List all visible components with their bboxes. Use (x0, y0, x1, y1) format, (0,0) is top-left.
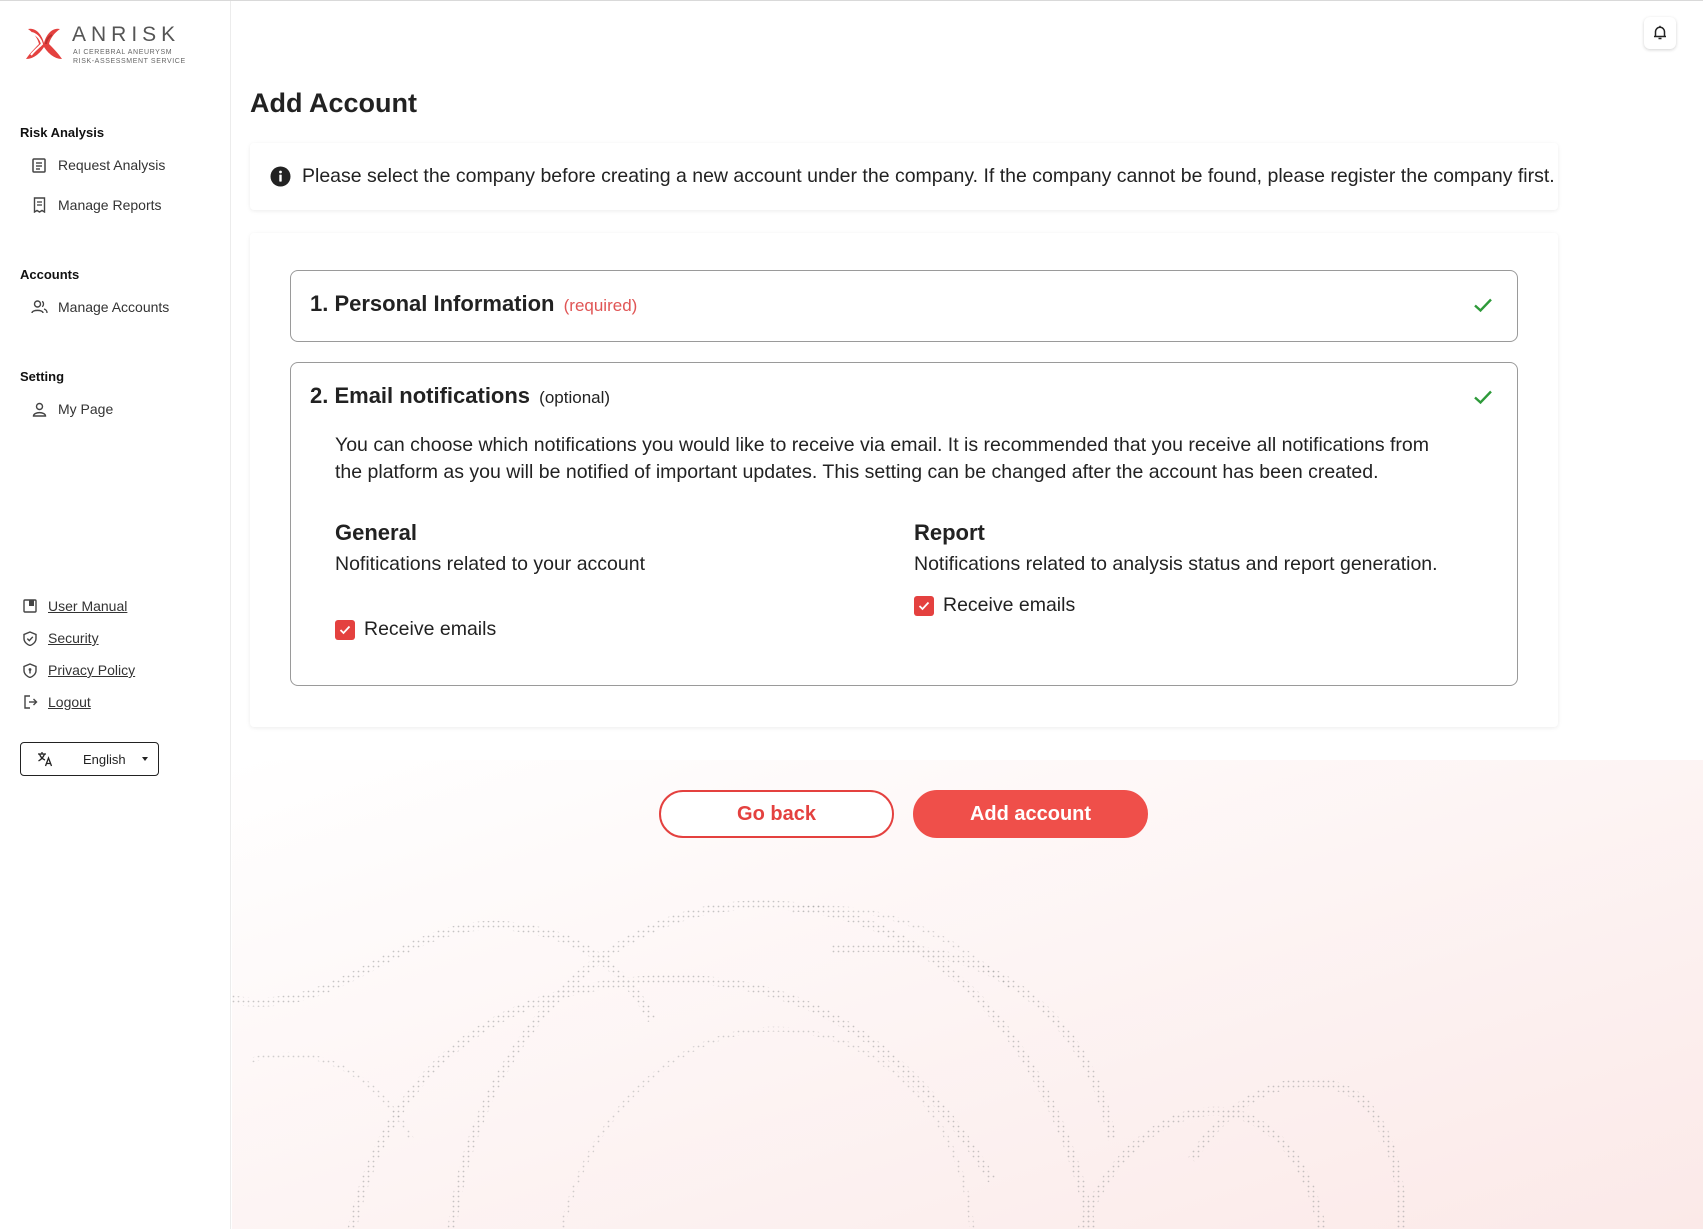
chevron-down-icon (142, 757, 148, 761)
nav-section-risk-analysis: Risk Analysis (20, 125, 105, 140)
book-icon (22, 598, 38, 614)
go-back-button[interactable]: Go back (659, 790, 894, 838)
sidebar-item-label: My Page (58, 401, 114, 417)
anrisk-logo-icon (22, 23, 66, 65)
general-title: General (335, 520, 417, 545)
report-description: Notifications related to analysis status and report generation. (914, 553, 1438, 575)
shield-check-icon (22, 630, 38, 646)
language-value: English (83, 752, 126, 767)
notice-text: Please select the company before creating a new account under the company. If the company cannot be found, please register the company first. (302, 165, 1555, 187)
info-icon (270, 166, 291, 187)
general-description: Nofitications related to your account (335, 553, 646, 575)
logout-link[interactable]: Logout (22, 691, 91, 713)
logout-icon (22, 694, 38, 710)
add-account-button[interactable]: Add account (913, 790, 1148, 838)
email-notifications-section[interactable] (290, 362, 1518, 686)
report-title: Report (914, 520, 985, 545)
bell-icon (1653, 25, 1667, 41)
checkbox-label: Receive emails (364, 618, 497, 640)
sidebar-item-label: Manage Accounts (58, 299, 170, 315)
section-header-personal[interactable] (310, 291, 637, 317)
language-select[interactable] (20, 742, 159, 776)
check-icon (1473, 388, 1493, 406)
nav-section-accounts: Accounts (20, 267, 80, 282)
section-title: 2. Email notifications (310, 383, 531, 408)
checkbox-label: Receive emails (943, 594, 1076, 616)
person-icon (30, 400, 48, 418)
sidebar-item-label: Manage Reports (58, 197, 162, 213)
brand-logo[interactable] (22, 23, 186, 67)
sidebar-item-label: Request Analysis (58, 157, 166, 173)
user-manual-link[interactable]: User Manual (22, 595, 127, 617)
checkbox-checked-icon (335, 620, 355, 640)
sidebar-item-request-analysis[interactable] (30, 153, 165, 177)
email-notifications-description: You can choose which notifications you would like to receive via email. It is recommended that you receive all notifications from the platform as you will be notified of important updates. This setting can be changed after the account has been created. (335, 434, 1429, 483)
brand-name: ANRISK (72, 23, 181, 46)
sidebar-item-manage-reports[interactable] (30, 193, 162, 217)
notification-button[interactable] (1644, 17, 1676, 49)
shield-icon (22, 662, 38, 678)
report-receive-emails-checkbox[interactable] (914, 594, 1075, 617)
top-border (0, 0, 1703, 1)
section-title: 1. Personal Information (310, 291, 555, 316)
section-header-email[interactable] (310, 383, 610, 409)
check-icon (1473, 296, 1493, 314)
users-icon (30, 298, 48, 316)
translate-icon (37, 751, 53, 767)
account-form-card (250, 233, 1558, 727)
sidebar (0, 1, 231, 1229)
sidebar-item-my-page[interactable] (30, 397, 113, 421)
sidebar-item-manage-accounts[interactable] (30, 295, 169, 319)
checkbox-checked-icon (914, 596, 934, 616)
personal-information-section[interactable] (290, 270, 1518, 342)
optional-tag: (optional) (539, 388, 611, 407)
request-analysis-icon (30, 156, 48, 174)
info-notice (250, 143, 1558, 210)
required-tag: (required) (563, 296, 638, 315)
privacy-policy-link[interactable]: Privacy Policy (22, 659, 135, 681)
nav-section-setting: Setting (20, 369, 65, 384)
security-link[interactable]: Security (22, 627, 99, 649)
brand-tagline: AI CEREBRAL ANEURYSM RISK-ASSESSMENT SERVICE (73, 49, 186, 65)
general-receive-emails-checkbox[interactable] (335, 618, 496, 641)
page-title: Add Account (250, 88, 417, 118)
reports-icon (30, 196, 48, 214)
